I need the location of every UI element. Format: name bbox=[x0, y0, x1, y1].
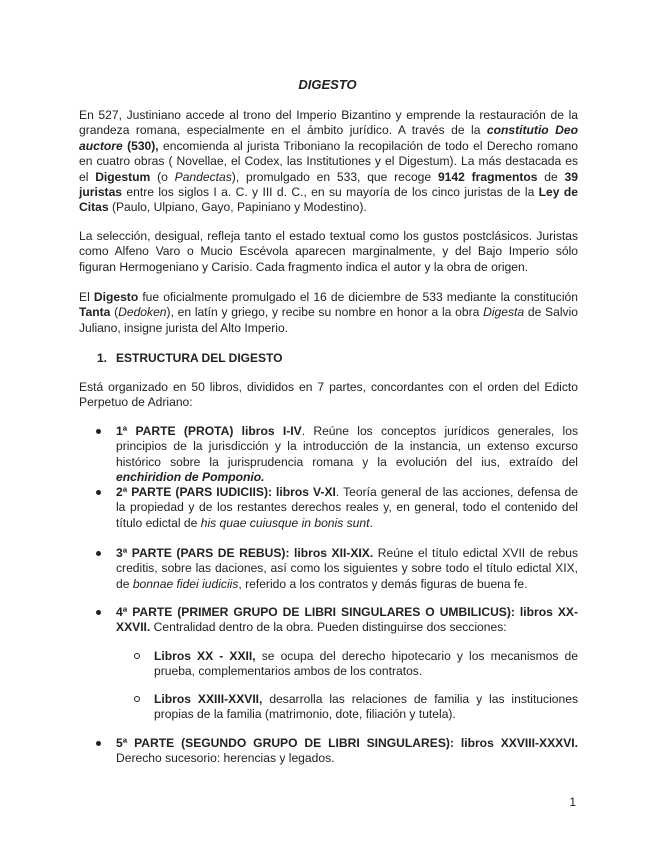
text-run: Derecho sucesorio: herencias y legados. bbox=[116, 751, 335, 766]
sub-list-item bbox=[154, 692, 578, 723]
text-run: ( bbox=[110, 305, 119, 320]
bold-run: 3ª PARTE (PARS DE REBUS): libros XII-XIX. bbox=[116, 546, 374, 560]
text-run: El bbox=[79, 290, 94, 304]
bold-run: (530), bbox=[122, 138, 159, 153]
section-title: ESTRUCTURA DEL DIGESTO bbox=[116, 351, 283, 365]
text-run: Centralidad dentro de la obra. Pueden distinguirse dos secciones: bbox=[150, 620, 507, 635]
text-run: fue oficialmente promulgado el 16 de diciembre de 533 mediante la constitución bbox=[138, 290, 578, 304]
bold-run: Tanta bbox=[79, 305, 111, 320]
paragraph-promulgation bbox=[79, 290, 578, 336]
list-item bbox=[116, 485, 578, 531]
text-run: de Salvio Juliano, insigne jurista del Alto Imperio. bbox=[79, 305, 578, 335]
bold-run: 9142 fragmentos bbox=[437, 169, 538, 184]
document-title: DIGESTO bbox=[298, 77, 357, 92]
text-run: desarrolla las relaciones de familia y las instituciones propias de la familia (matrimonio, dote, filiación y tutela). bbox=[154, 692, 578, 722]
section-heading bbox=[97, 351, 282, 366]
text-run: . bbox=[369, 515, 373, 530]
text-run: (Paulo, Ulpiano, Gayo, Papiniano y Modestino). bbox=[108, 200, 367, 215]
text-run: . Teoría general de las acciones, defensa de la propiedad y de los restantes derechos reales y, en general, todo el contenido del título edictal de bbox=[116, 485, 578, 530]
bullet-icon bbox=[96, 429, 101, 434]
list-item bbox=[116, 605, 578, 636]
text-run: encomienda al jurista Triboniano la recopilación de todo el Derecho romano en cuatro obras ( Novellae, el Codex, las Institutiones y el Digestum). La más destacada es el bbox=[79, 138, 578, 184]
paragraph-organization: Está organizado en 50 libros, divididos en 7 partes, concordantes con el orden del Edicto Perpetuo de Adriano: bbox=[79, 380, 578, 410]
text-run: , referido a los contratos y demás figuras de buena fe. bbox=[238, 576, 528, 591]
text-run: ), en latín y griego, y recibe su nombre en honor a la obra bbox=[166, 305, 484, 320]
bold-italic-run: constitutio Deo auctore bbox=[79, 123, 579, 153]
italic-run: Pandectas bbox=[174, 169, 232, 184]
text-run: En 527, Justiniano accede al trono del Imperio Bizantino y emprende la restauración de la grandeza romana, especialmente en el ámbito jurídico. A través de la bbox=[79, 108, 578, 138]
italic-run: bonnae fidei iudiciis bbox=[132, 576, 239, 591]
bold-run: 1ª PARTE (PROTA) libros I-IV bbox=[116, 424, 302, 438]
bold-italic-run: enchiridion de Pomponio. bbox=[116, 470, 265, 485]
page-number: 1 bbox=[569, 795, 576, 809]
bold-run: Digesto bbox=[93, 290, 139, 304]
list-item bbox=[116, 546, 578, 592]
italic-run: his quae cuiusque in bonis sunt bbox=[200, 515, 370, 530]
bold-run: Ley de Citas bbox=[79, 185, 578, 215]
text-run: se ocupa del derecho hipotecario y los mecanismos de prueba, complementarios ambos de los contratos. bbox=[154, 649, 578, 679]
text-run: (o bbox=[150, 169, 175, 184]
text-run: de bbox=[537, 169, 565, 184]
bold-run: 2ª PARTE (PARS IUDICIIS): libros V-XI bbox=[116, 485, 336, 499]
paragraph-selection: La selección, desigual, refleja tanto el estado textual como los gustos postclásicos. Juristas como Alfeno Varo o Mucio Escévola aparecen marginalmente, y del Bajo Imperio sólo figuran Hermogeniano y Carisio. Cada fragmento indica el autor y la obra de origen. bbox=[79, 229, 578, 274]
list-item bbox=[116, 424, 578, 486]
text-run: Reúne el título edictal XVII de rebus creditis, sobre las daciones, así como los siguientes y sobre todo el título edictal XIX, de bbox=[116, 546, 579, 591]
bold-run: Libros XXIII-XXVII, bbox=[154, 692, 263, 706]
bold-run: 5ª PARTE (SEGUNDO GRUPO DE LIBRI SINGULARES): libros XXVIII-XXXVI. bbox=[116, 736, 578, 750]
italic-run: Dedoken bbox=[118, 305, 167, 320]
list-item bbox=[116, 736, 578, 767]
hollow-bullet-icon bbox=[134, 696, 140, 702]
section-number: 1. bbox=[97, 351, 108, 365]
hollow-bullet-icon bbox=[134, 653, 140, 659]
text-run: ), promulgado en 533, que recoge bbox=[231, 169, 438, 184]
paragraph-intro bbox=[79, 108, 578, 216]
bold-run: Digestum bbox=[95, 169, 151, 184]
bullet-icon bbox=[96, 610, 101, 615]
bold-run: 4ª PARTE (PRIMER GRUPO DE LIBRI SINGULARES O UMBILICUS): libros XX-XXVII. bbox=[116, 605, 578, 635]
bullet-icon bbox=[96, 741, 101, 746]
bold-run: Libros XX - XXII, bbox=[154, 649, 256, 663]
bullet-icon bbox=[96, 551, 101, 556]
sub-list-item bbox=[154, 649, 578, 680]
text-run: entre los siglos I a. C. y III d. C., en su mayoría de los cinco juristas de la bbox=[122, 185, 539, 200]
text-run: . Reúne los conceptos jurídicos generales, los principios de la jurisdicción y la introducción de la instancia, un extenso excurso histórico sobre la jurisprudencia romana y la evolución del ius, extraído del bbox=[116, 424, 578, 469]
bullet-icon bbox=[96, 490, 101, 495]
bold-run: 39 juristas bbox=[79, 169, 578, 200]
italic-run: Digesta bbox=[483, 305, 525, 320]
